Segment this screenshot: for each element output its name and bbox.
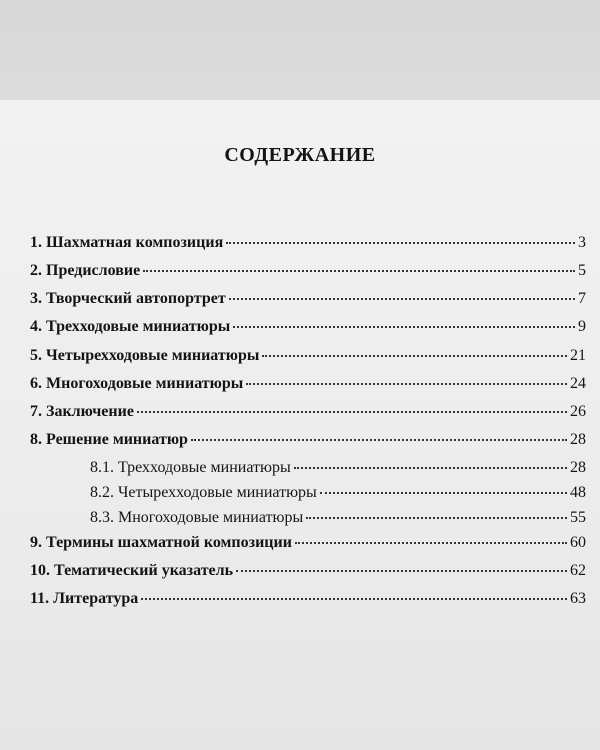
toc-entry-label: 8.3. Многоходовые миниатюры — [90, 509, 304, 526]
toc-entry-label: 2. Предисловие — [30, 262, 141, 279]
toc-subentry — [30, 509, 586, 531]
toc-entry-label: 8.1. Трехходовые миниатюры — [90, 459, 291, 476]
toc-entry-page: 3 — [578, 234, 586, 251]
toc-entry — [30, 347, 586, 369]
toc-entry-page: 9 — [578, 318, 586, 335]
page-title: СОДЕРЖАНИЕ — [224, 144, 376, 166]
toc-entry-label: 9. Термины шахматной композиции — [30, 534, 292, 551]
toc-entry-label: 5. Четырехходовые миниатюры — [30, 347, 260, 364]
toc-entry-page: 48 — [570, 484, 586, 501]
leader-dots — [236, 570, 567, 572]
toc-entry-label: 6. Многоходовые миниатюры — [30, 375, 244, 392]
toc-entry-label: 11. Литература — [30, 590, 139, 607]
book-page — [0, 100, 600, 750]
toc-entry-page: 55 — [570, 509, 586, 526]
toc-entry-page: 28 — [570, 431, 586, 448]
toc-entry-label: 3. Творческий автопортрет — [30, 290, 226, 307]
toc-subentry — [30, 484, 586, 506]
leader-dots — [141, 598, 567, 600]
toc-entry — [30, 431, 586, 453]
toc-entry — [30, 534, 586, 556]
leader-dots — [246, 383, 567, 385]
toc-entry-label: 7. Заключение — [30, 403, 134, 420]
leader-dots — [137, 411, 567, 413]
toc-entry — [30, 234, 586, 256]
toc-entry — [30, 403, 586, 425]
toc-entry-label: 10. Тематический указатель — [30, 562, 234, 579]
toc-entry-page: 28 — [570, 459, 586, 476]
leader-dots — [229, 298, 575, 300]
leader-dots — [143, 270, 575, 272]
toc-entry-label: 8.2. Четырехходовые миниатюры — [90, 484, 317, 501]
toc-entry-page: 26 — [570, 403, 586, 420]
leader-dots — [226, 242, 575, 244]
background-edge — [0, 0, 600, 100]
toc-subentry — [30, 459, 586, 481]
toc-entry-page: 5 — [578, 262, 586, 279]
toc-entry-label: 8. Решение миниатюр — [30, 431, 188, 448]
leader-dots — [191, 439, 567, 441]
toc-entry-label: 4. Трехходовые миниатюры — [30, 318, 231, 335]
toc-entry — [30, 262, 586, 284]
toc-entry-page: 24 — [570, 375, 586, 392]
toc-entry-page: 60 — [570, 534, 586, 551]
leader-dots — [233, 326, 575, 328]
toc-entry — [30, 318, 586, 340]
toc-entry — [30, 590, 586, 612]
toc-entry-page: 21 — [570, 347, 586, 364]
toc-entry — [30, 290, 586, 312]
leader-dots — [295, 542, 567, 544]
toc-entry-page: 62 — [570, 562, 586, 579]
leader-dots — [320, 492, 567, 494]
leader-dots — [306, 517, 567, 519]
toc-entry-page: 63 — [570, 590, 586, 607]
leader-dots — [262, 355, 567, 357]
toc-entry-page: 7 — [578, 290, 586, 307]
toc-entry — [30, 375, 586, 397]
toc-entry-label: 1. Шахматная композиция — [30, 234, 224, 251]
leader-dots — [294, 467, 567, 469]
toc-entry — [30, 562, 586, 584]
